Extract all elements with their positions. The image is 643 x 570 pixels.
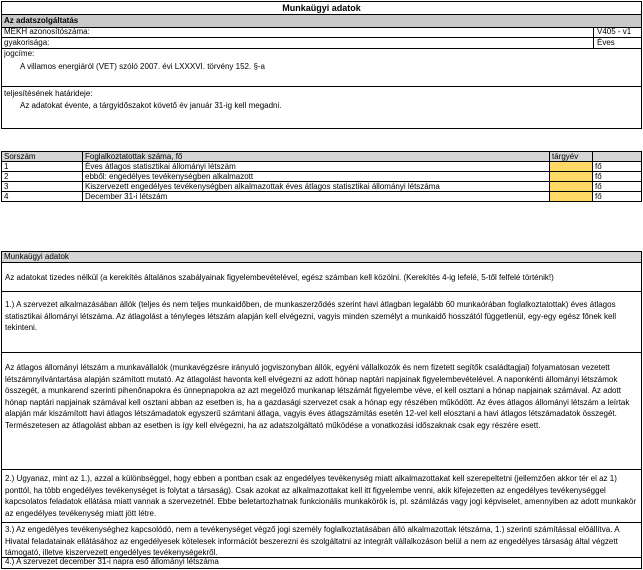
legal-basis-label: jogcíme: bbox=[4, 49, 35, 58]
row-2-unit: fő bbox=[592, 171, 642, 182]
header-sorszam: Sorszám bbox=[1, 151, 83, 162]
row-1-number: 1 bbox=[1, 161, 83, 172]
note-3: 3.) Az engedélyes tevékenységhez kapcsolódó, nem a tevékenységet végző jogi személy foglalkoztatásában álló alkalmazottak létszáma, 1.) szerinti számítással előállítva. A Hivatal feladatainak ellátásához az engedélyesek kötelesek információt beszerezni és szolgáltatni az integrált vállalkozáson belül a nem az engedélyes társaság által végzett támogató, illetve kiszervezett engedélyes tevékenységekről. bbox=[1, 522, 642, 558]
deadline-label: teljesítésének határideje: bbox=[4, 89, 93, 98]
note-average-headcount: Az átlagos állományi létszám a munkavállalók (munkavégzésre irányuló jogviszonyban állók, egyéni vállalkozók és nem fizetett segítők családtagjai) folyamatosan vezetett létszámnyilvántartása alapján számított mutató. Az átlagolást havonta kell elvégezni az adott hónap naptári napjainak figyelembevételével. A naponkénti állományi létszámok összegét, a munkarend szerinti pihenőnapokra és ünnepnapokra az azt megelőző munkanap létszámát figyelembe véve, el kell osztani a hónap napjainak számával. Az adott hónap naptári napjainak számával kell osztani abban az esetben is, ha a gazdasági szervezet csak a hónap egy részében működött. Az éves átlagos állományi létszám a leírtak alapján már kiszámított havi átlagos létszámadatok egyszerű számtani átlaga, vagyis éves átlagszámítás esetén 12-vel kell elosztani a havi átlagos létszámadatok összegét. Természetesen az átlagolást abban az esetben is így kell elvégezni, ha az adatszolgáltató működése a vonatkozási időszaknak csak egy részére esett. bbox=[1, 352, 642, 470]
header-year: tárgyév bbox=[549, 151, 593, 162]
legal-basis-value: A villamos energiáról (VET) szóló 2007. évi LXXXVI. törvény 152. §-a bbox=[20, 62, 266, 71]
row-3-unit: fő bbox=[592, 181, 642, 192]
mekh-value: V405 - v1 bbox=[597, 27, 632, 36]
mekh-label: MEKH azonosítószáma: bbox=[4, 27, 90, 36]
note-4: 4.) A szervezet december 31-i napra eső állományi létszáma bbox=[1, 557, 642, 569]
row-3-label: Kiszervezett engedélyes tevékenységben alkalmazottak éves átlagos statisztikai állományi létszáma bbox=[82, 181, 550, 192]
header-indicator: Foglalkoztatottak száma, fő bbox=[82, 151, 550, 162]
page-title: Munkaügyi adatok bbox=[1, 1, 642, 15]
row-1-label: Éves átlagos statisztikai állományi létszám bbox=[82, 161, 550, 172]
section-header: Az adatszolgáltatás bbox=[1, 14, 642, 28]
row-1-unit: fő bbox=[592, 161, 642, 172]
row-4-value-input[interactable] bbox=[549, 191, 593, 202]
notes-header: Munkaügyi adatok bbox=[1, 251, 642, 263]
frequency-value: Éves bbox=[597, 38, 615, 47]
deadline-value: Az adatokat évente, a tárgyidőszakot követő év január 31-ig kell megadni. bbox=[20, 101, 282, 110]
row-3-number: 3 bbox=[1, 181, 83, 192]
note-1: 1.) A szervezet alkalmazásában állók (teljes és nem teljes munkaidőben, de munkaszerződés szerint havi átlagban legalább 60 munkaórában foglalkoztatottak) éves átlagos statisztikai állományi létszáma. Az átlagolást a tényleges létszám alapján kell elvégezni, vagyis minden személyt a munkaidő hosszától függetlenül, egy-egy egész főnek kell tekinteni. bbox=[1, 291, 642, 353]
data-table bbox=[1, 151, 642, 211]
frequency-label: gyakorisága: bbox=[4, 38, 50, 47]
info-block bbox=[1, 27, 642, 129]
row-4-label: December 31-i létszám bbox=[82, 191, 550, 202]
row-4-unit: fő bbox=[592, 191, 642, 202]
row-2-label: ebből: engedélyes tevékenységben alkalmazott bbox=[82, 171, 550, 182]
note-2: 2.) Ugyanaz, mint az 1.), azzal a különbséggel, hogy ebben a pontban csak az engedélyes tevékenység miatt alkalmazottakat kell szerepeltetni (jellemzően akkor tér el az 1) ponttól, ha több engedélyes tevékenységet is folytat a társaság). Csak azokat az alkalmazottakat kell itt figyelembe venni, akik kifejezetten az engedélyes tevékenységgel kapcsolatos feladatok ellátása miatt vannak a szervezetnél. Ebbe beletartozhatnak funkcionális munkakörök is, pl. számlázás vagy jogi képviselet, amennyiben az adott munkakör az engedélyes tevékenység miatt jött létre. bbox=[1, 469, 642, 523]
row-4-number: 4 bbox=[1, 191, 83, 202]
note-rounding: Az adatokat tizedes nélkül (a kerekítés általános szabályainak figyelembevételével, egész számban kell közölni. (Kerekítés 4-ig lefelé, 5-től felfelé történik!) bbox=[1, 262, 642, 292]
row-2-number: 2 bbox=[1, 171, 83, 182]
